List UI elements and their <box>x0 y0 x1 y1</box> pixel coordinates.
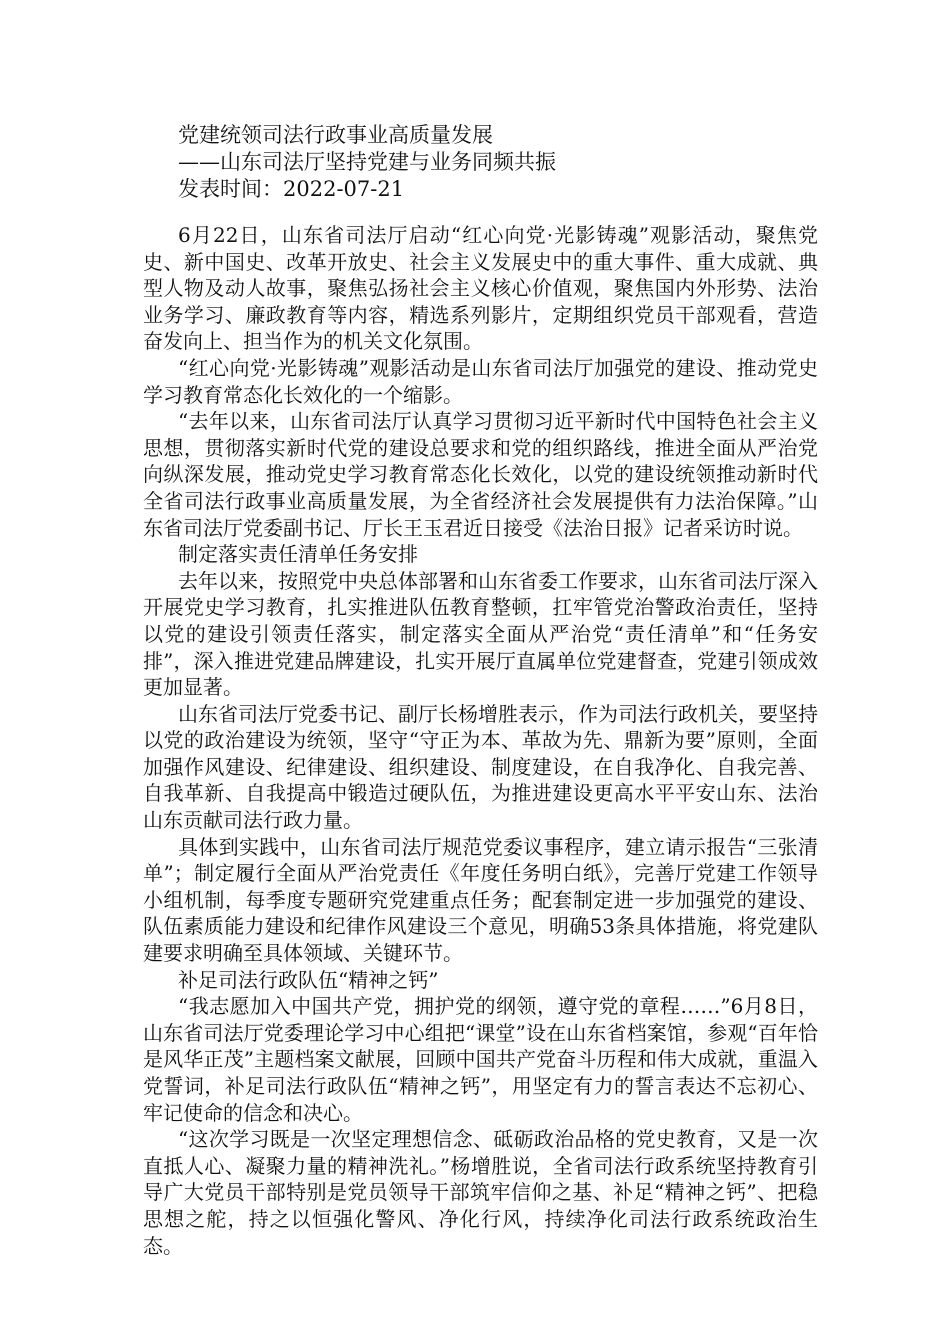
section-heading-2: 补足司法行政队伍“精神之钙” <box>178 967 439 992</box>
paragraph-7: “我志愿加入中国共产党，拥护党的纲领，遵守党的章程……”6月8日，山东省司法厅党委理论学习中心组把“课堂”设在山东省档案馆，参观“百年恰是风华正茂”主题档案文献展，回顾中国共产党奋斗历程和伟大成就，重温入党誓词，补足司法行政队伍“精神之钙”，用坚定有力的誓言表达不忘初心、牢记使命的信念和决心。 <box>143 994 818 1125</box>
paragraph-5: 山东省司法厅党委书记、副厅长杨增胜表示，作为司法行政机关，要坚持以党的政治建设为统领，坚守“守正为本、革故为先、鼎新为要”原则，全面加强作风建设、纪律建设、组织建设、制度建设，在自我净化、自我完善、自我革新、自我提高中锻造过硬队伍，为推进建设更高水平平安山东、法治山东贡献司法行政力量。 <box>143 701 818 833</box>
article-title: 党建统领司法行政事业高质量发展 <box>178 123 493 147</box>
publish-time: 发表时间：2022-07-21 <box>178 177 405 201</box>
paragraph-2: “红心向党·光影铸魂”观影活动是山东省司法厅加强党的建设、推动党史学习教育常态化长效化的一个缩影。 <box>143 355 818 407</box>
section-heading-1: 制定落实责任清单任务安排 <box>178 542 418 567</box>
paragraph-8: “这次学习既是一次坚定理想信念、砥砺政治品格的党史教育，又是一次直抵人心、凝聚力量的精神洗礼。”杨增胜说，全省司法行政系统坚持教育引导广大党员干部特别是党员领导干部筑牢信仰之基、补足“精神之钙”、把稳思想之舵，持之以恒强化警风、净化行风，持续净化司法行政系统政治生态。 <box>143 1127 818 1258</box>
paragraph-6: 具体到实践中，山东省司法厅规范党委议事程序，建立请示报告“三张清单”；制定履行全面从严治党责任《年度任务明白纸》，完善厅党建工作领导小组机制，每季度专题研究党建重点任务；配套制定进一步加强党的建设、队伍素质能力建设和纪律作风建设三个意见，明确53条具体措施，将党建队建要求明确至具体领域、关键环节。 <box>143 834 818 966</box>
paragraph-3: “去年以来，山东省司法厅认真学习贯彻习近平新时代中国特色社会主义思想，贯彻落实新时代党的建设总要求和党的组织路线，推进全面从严治党向纵深发展，推动党史学习教育常态化长效化，以党的建设统领推动新时代全省司法行政事业高质量发展，为全省经济社会发展提供有力法治保障。”山东省司法厅党委副书记、厅长王玉君近日接受《法治日报》记者采访时说。 <box>143 409 818 540</box>
paragraph-1: 6月22日，山东省司法厅启动“红心向党·光影铸魂”观影活动，聚焦党史、新中国史、改革开放史、社会主义发展史中的重大事件、重大成就、典型人物及动人故事，聚焦弘扬社会主义核心价值观，聚焦国内外形势、法治业务学习、廉政教育等内容，精选系列影片，定期组织党员干部观看，营造奋发向上、担当作为的机关文化氛围。 <box>143 223 818 354</box>
paragraph-4: 去年以来，按照党中央总体部署和山东省委工作要求，山东省司法厅深入开展党史学习教育，扎实推进队伍教育整顿，扛牢管党治警政治责任，坚持以党的建设引领责任落实，制定落实全面从严治党“责任清单”和“任务安排”，深入推进党建品牌建设，扎实开展厅直属单位党建督查，党建引领成效更加显著。 <box>143 568 818 700</box>
article-subtitle: ——山东司法厅坚持党建与业务同频共振 <box>178 150 556 174</box>
article-header <box>178 122 838 203</box>
article-body <box>143 222 818 1259</box>
